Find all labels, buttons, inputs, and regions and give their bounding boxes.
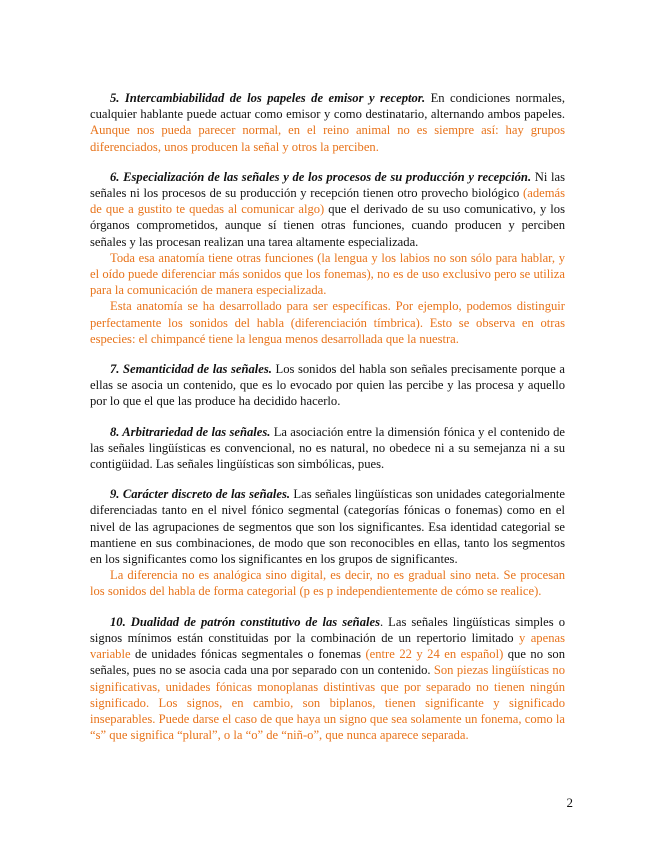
- section-heading: 6. Especialización de las señales y de los procesos de su producción y recepción.: [110, 169, 532, 184]
- section-10: [90, 614, 565, 744]
- body-text: Las señales lingüísticas son unidades categorialmente diferenciadas tanto en el nivel fónico segmental (categorías fónicas o fonemas) como en el nivel de las agrupaciones de segmentos que son los significantes. Esa identidad categorial se mantiene en sus combinaciones, de modo que son reconocibles en ellas, tanto los segmentos en los significantes como los significantes en los grupos de significantes.: [90, 487, 566, 567]
- note-text: Aunque nos pueda parecer normal, en el reino animal no es siempre así: hay grupos diferenciados, unos producen la señal y otros la perciben.: [90, 123, 565, 154]
- note-text: Son piezas lingüísticas no significativas, unidades fónicas monoplanas distintivas que por separado no tienen ningún significado. Los signos, en cambio, son biplanos, tienen significante y significado inseparables. Puede darse el caso de que haya un signo que sea solamente un fonema, como la “s” que significa “plural”, o la “o” de “niñ-o”, que nunca aparece separada.: [90, 663, 565, 743]
- note-paragraph: La diferencia no es analógica sino digital, es decir, no es gradual sino neta. Se procesan los sonidos del habla de forma categorial (p es p independientemente de cómo se realice).: [90, 568, 565, 599]
- body-text: Ni las señales ni los procesos de su producción y recepción tienen otro provecho biológico: [90, 169, 565, 201]
- paragraph: [90, 424, 565, 473]
- note-text: (además de que a gustito te quedas al comunicar algo): [90, 186, 565, 217]
- section-6: [90, 169, 565, 347]
- body-text: Los sonidos del habla son señales precisamente porque a ellas se asocia un contenido, que es lo evocado por quien las percibe y las procesa y aquello por lo que el que las produce ha decidido hacerlo.: [90, 362, 565, 409]
- body-text: que el derivado de su uso comunicativo, y los órganos comprometidos, aunque sí tienen otras funciones, cuando producen y perciben señales y las procesan realizan una tarea altamente especializada.: [90, 202, 565, 249]
- section-heading: 7. Semanticidad de las señales.: [110, 362, 272, 377]
- paragraph: [90, 90, 565, 155]
- note-paragraph: Toda esa anatomía tiene otras funciones (la lengua y los labios no son sólo para hablar, y el oído puede diferenciar más sonidos que los fonemas), no es de uso exclusivo pero se utiliza para la comunicación de manera especializada.: [90, 250, 565, 298]
- section-heading: 8. Arbitrariedad de las señales.: [110, 424, 271, 439]
- page-number: 2: [566, 795, 573, 810]
- document-page: [90, 90, 565, 757]
- note-text: (entre 22 y 24 en español): [365, 647, 504, 662]
- body-text: que no son señales, pues no se asocia cada una por separado con un contenido.: [90, 647, 565, 678]
- body-text: La asociación entre la dimensión fónica y el contenido de las señales lingüísticas es convencional, no es natural, no obedece ni a su semejanza ni a su contigüidad. Las señales lingüísticas son simbólicas, pues.: [90, 424, 565, 472]
- note-paragraph: Esta anatomía se ha desarrollado para ser específicas. Por ejemplo, podemos distinguir perfectamente los sonidos del habla (diferenciación tímbrica). Esto se observa en otras especies: el chimpancé tiene la lengua menos desarrollada que la nuestra.: [90, 299, 565, 346]
- body-text: . Las señales lingüísticas simples o signos mínimos están constituidas por la combinación de un repertorio limitado: [90, 614, 565, 645]
- section-heading: 10. Dualidad de patrón constitutivo de las señales: [110, 614, 380, 629]
- section-heading: 9. Carácter discreto de las señales.: [110, 487, 291, 502]
- section-heading: 5. Intercambiabilidad de los papeles de emisor y receptor.: [110, 91, 426, 105]
- paragraph: [90, 169, 565, 250]
- paragraph: [90, 486, 565, 567]
- section-5: [90, 90, 565, 155]
- section-7: [90, 361, 565, 410]
- paragraph: [90, 614, 565, 744]
- section-8: [90, 424, 565, 473]
- note-text: y apenas variable: [90, 630, 565, 662]
- paragraph: [90, 361, 565, 410]
- section-9: [90, 486, 565, 599]
- body-text: En condiciones normales, cualquier hablante puede actuar como emisor y como destinatario, alternando ambos papeles.: [90, 91, 565, 122]
- body-text: de unidades fónicas segmentales o fonemas: [130, 647, 366, 662]
